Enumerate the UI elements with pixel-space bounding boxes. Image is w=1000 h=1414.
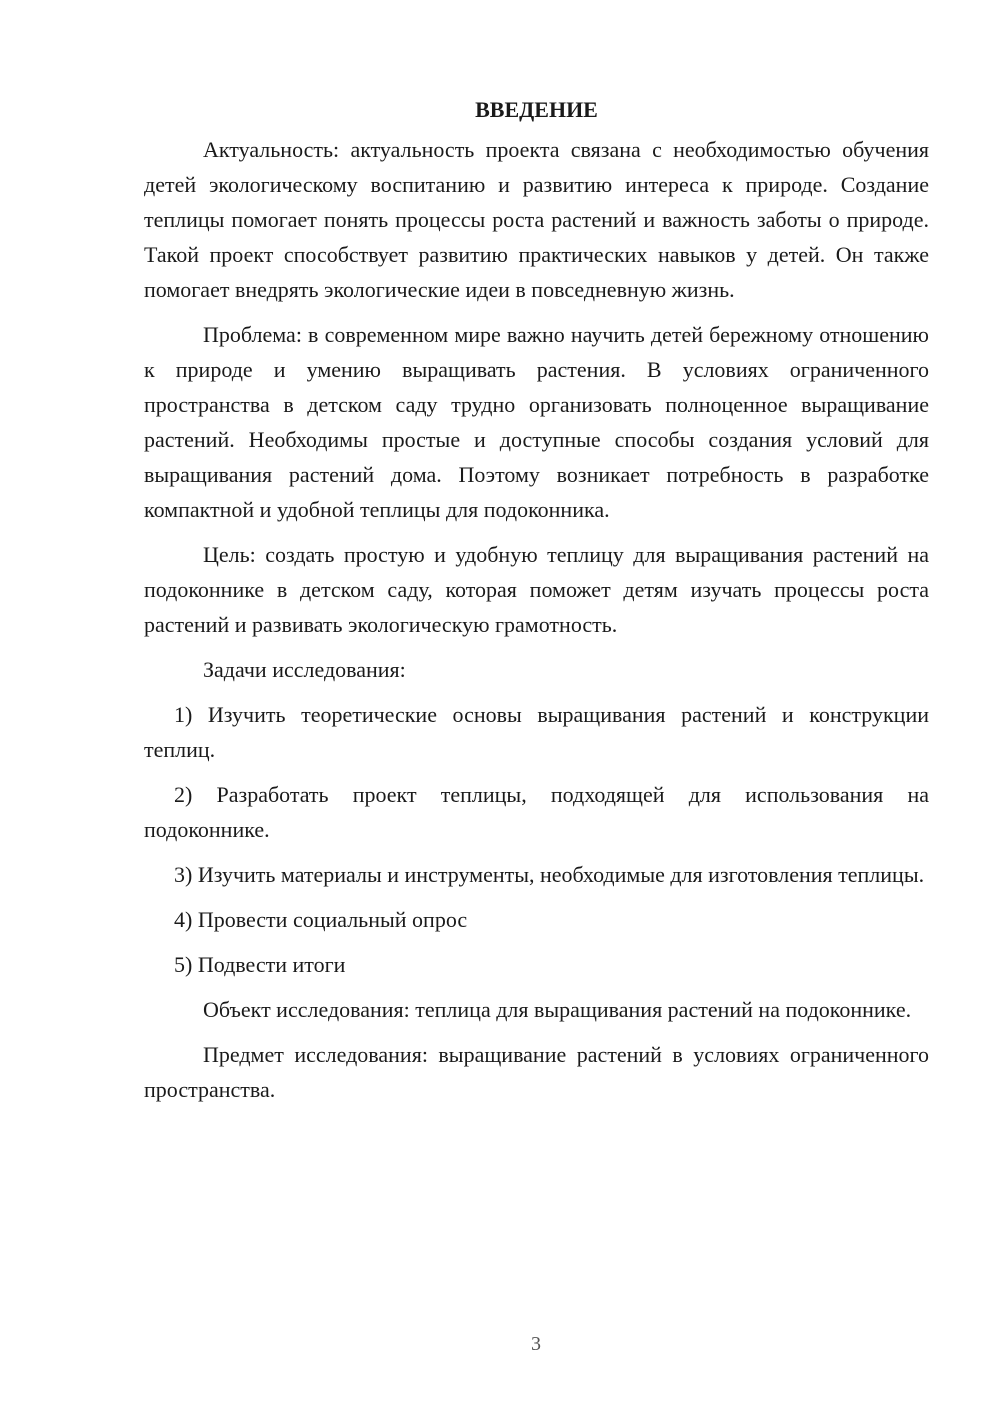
tasks-heading: Задачи исследования: xyxy=(203,657,406,682)
task-item-5: 5) Подвести итоги xyxy=(174,952,346,977)
page-number: 3 xyxy=(531,1333,541,1355)
task-item-4: 4) Провести социальный опрос xyxy=(174,907,468,932)
page-content xyxy=(144,92,929,1117)
task-item-3: 3) Изучить материалы и инструменты, необходимые для изготовления теплицы. xyxy=(174,862,925,887)
paragraph-goal: Цель: создать простую и удобную теплицу для выращивания растений на подоконнике в детском саду, которая поможет детям изучать процессы роста растений и развивать экологическую грамотность. xyxy=(144,542,929,637)
paragraph-subject: Предмет исследования: выращивание растений в условиях ограниченного пространства. xyxy=(144,1042,929,1102)
task-item-2: 2) Разработать проект теплицы, подходящей для использования на подоконнике. xyxy=(144,782,929,842)
task-item-1: 1) Изучить теоретические основы выращивания растений и конструкции теплиц. xyxy=(144,702,929,762)
paragraph-object: Объект исследования: теплица для выращивания растений на подоконнике. xyxy=(203,997,912,1022)
paragraph-relevance: Актуальность: актуальность проекта связана с необходимостью обучения детей экологическому воспитанию и развитию интереса к природе. Создание теплицы помогает понять процессы роста растений и важность заботы о природе. Такой проект способствует развитию практических навыков у детей. Он также помогает внедрять экологические идеи в повседневную жизнь. xyxy=(144,137,929,302)
section-title: ВВЕДЕНИЕ xyxy=(475,97,598,122)
paragraph-problem: Проблема: в современном мире важно научить детей бережному отношению к природе и умению выращивать растения. В условиях ограниченного пространства в детском саду трудно организовать полноценное выращивание растений. Необходимы простые и доступные способы создания условий для выращивания растений дома. Поэтому возникает потребность в разработке компактной и удобной теплицы для подоконника. xyxy=(144,322,929,522)
